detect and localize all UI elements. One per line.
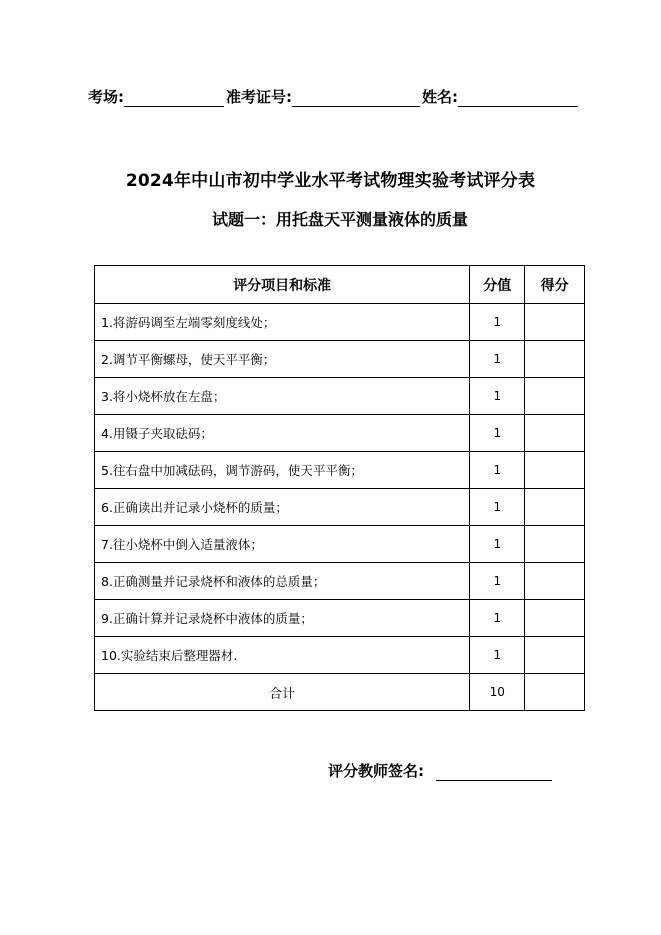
row-got-cell[interactable]	[525, 415, 585, 452]
row-got-cell[interactable]	[525, 600, 585, 637]
table-row	[95, 378, 585, 415]
row-score: 1	[470, 341, 525, 378]
row-got-cell[interactable]	[525, 563, 585, 600]
row-got-cell[interactable]	[525, 378, 585, 415]
header-got: 得分	[525, 266, 585, 304]
row-got-cell[interactable]	[525, 452, 585, 489]
exam-room-field[interactable]	[124, 90, 224, 107]
admission-number-field[interactable]	[292, 90, 420, 107]
table-row	[95, 637, 585, 674]
total-score: 10	[470, 674, 525, 711]
row-item: 3.将小烧杯放在左盘；	[95, 378, 470, 415]
table-row	[95, 489, 585, 526]
row-item: 7.往小烧杯中倒入适量液体；	[95, 526, 470, 563]
row-got-cell[interactable]	[525, 341, 585, 378]
row-item: 2.调节平衡螺母，使天平平衡；	[95, 341, 470, 378]
row-item: 8.正确测量并记录烧杯和液体的总质量；	[95, 563, 470, 600]
admission-number-label: 准考证号:	[226, 88, 292, 106]
row-score: 1	[470, 526, 525, 563]
table-row	[95, 526, 585, 563]
signature-label: 评分教师签名:	[328, 762, 424, 780]
row-item: 9.正确计算并记录烧杯中液体的质量；	[95, 600, 470, 637]
candidate-info-line	[88, 86, 580, 107]
row-item: 4.用镊子夹取砝码；	[95, 415, 470, 452]
row-got-cell[interactable]	[525, 489, 585, 526]
row-score: 1	[470, 378, 525, 415]
row-score: 1	[470, 304, 525, 341]
total-got-cell[interactable]	[525, 674, 585, 711]
row-item: 1.将游码调至左端零刻度线处；	[95, 304, 470, 341]
header-item: 评分项目和标准	[95, 266, 470, 304]
row-got-cell[interactable]	[525, 304, 585, 341]
table-row	[95, 600, 585, 637]
row-score: 1	[470, 600, 525, 637]
table-total-row	[95, 674, 585, 711]
page-title: 2024年中山市初中学业水平考试物理实验考试评分表	[125, 171, 536, 191]
table-row	[95, 304, 585, 341]
table-header-row	[95, 266, 585, 304]
header-score: 分值	[470, 266, 525, 304]
table-row	[95, 563, 585, 600]
teacher-signature-line	[328, 760, 552, 781]
row-score: 1	[470, 452, 525, 489]
name-field[interactable]	[458, 90, 578, 107]
row-score: 1	[470, 637, 525, 674]
row-score: 1	[470, 489, 525, 526]
row-got-cell[interactable]	[525, 526, 585, 563]
table-row	[95, 452, 585, 489]
table-row	[95, 341, 585, 378]
row-item: 6.正确读出并记录小烧杯的质量；	[95, 489, 470, 526]
scoring-table	[94, 265, 585, 711]
total-label: 合计	[95, 674, 470, 711]
row-item: 5.往右盘中加减砝码，调节游码，使天平平衡；	[95, 452, 470, 489]
row-got-cell[interactable]	[525, 637, 585, 674]
exam-room-label: 考场:	[88, 88, 124, 106]
row-item: 10.实验结束后整理器材.	[95, 637, 470, 674]
table-row	[95, 415, 585, 452]
name-label: 姓名:	[422, 88, 458, 106]
row-score: 1	[470, 415, 525, 452]
row-score: 1	[470, 563, 525, 600]
page-subtitle: 试题一：用托盘天平测量液体的质量	[211, 210, 468, 229]
signature-field[interactable]	[436, 764, 552, 781]
